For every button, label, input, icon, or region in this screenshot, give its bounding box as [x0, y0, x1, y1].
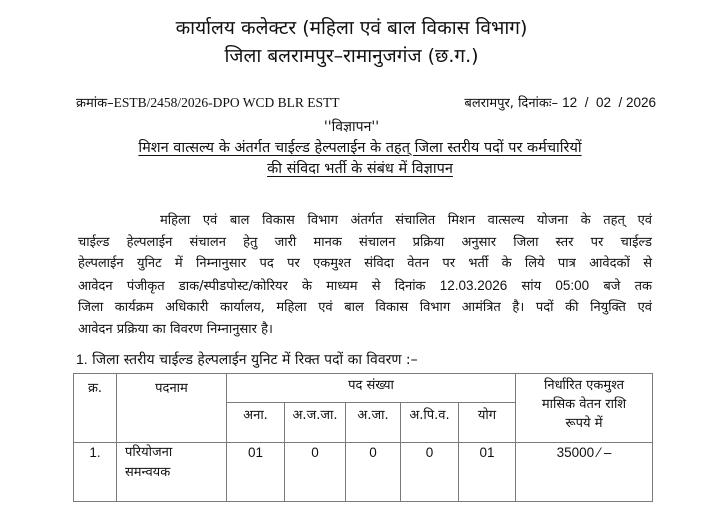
- body-line: महिला एवं बाल विकास विभाग अंतर्गत संचालित मिशन वात्सल्य योजना के तहत् एवं: [160, 213, 652, 228]
- vacancy-table: [73, 373, 653, 502]
- section-title: जिला स्तरीय चाईल्ड हेल्पलाईन युनिट में रिक्त पदों का विवरण :–: [87, 352, 418, 368]
- cell-count-obc: 0: [401, 443, 459, 502]
- designation-line: परियोजना: [125, 445, 173, 460]
- cell-count-sc: 0: [346, 443, 401, 502]
- notice-subject: [60, 138, 660, 180]
- header-category-total: योग: [459, 403, 516, 443]
- header-category-obc: अ.पि.व.: [401, 403, 459, 443]
- salary-header-line: मासिक वेतन राशि: [541, 397, 627, 412]
- subject-line1: मिशन वात्सल्य के अंतर्गत चाईल्ड हेल्पलाईन के तहत् जिला स्तरीय पदों पर कर्मचारियों: [138, 140, 582, 156]
- salary-header-line: निर्धारित एकमुश्त: [543, 378, 625, 393]
- last-date: 12.03.2026: [439, 277, 508, 293]
- body-text: सांय: [507, 278, 556, 294]
- place-date-label: बलरामपुर, दिनांकः–: [464, 96, 563, 111]
- cell-count-st: 0: [285, 443, 346, 502]
- last-time: 05:00: [555, 277, 590, 293]
- reference-date: [464, 94, 656, 113]
- table-row: [74, 443, 653, 502]
- reference-label: क्रमांक–: [76, 96, 114, 111]
- reference-number: [76, 94, 340, 113]
- cell-count-total: 01: [459, 443, 516, 502]
- reference-code: ESTB/2458/2026-DPO WCD BLR ESTT: [113, 95, 340, 110]
- body-line: चाईल्ड हेल्पलाईन संचालन हेतु जारी मानक संचालन प्रक्रिया अनुसार जिला स्तर पर चाईल्ड: [78, 234, 652, 250]
- body-line: [78, 275, 652, 298]
- office-title-line1: कार्यालय कलेक्टर (महिला एवं बाल विकास विभाग): [175, 17, 528, 39]
- subject-line2: की संविदा भर्ती के संबंध में विज्ञापन: [267, 161, 453, 177]
- cell-salary: 35000 ⁄ –: [516, 443, 653, 502]
- section-number: 1.: [76, 351, 88, 367]
- body-text: बजे तक: [589, 278, 652, 294]
- cell-serial: 1.: [74, 443, 117, 502]
- header-serial: क्र.: [74, 374, 117, 443]
- section-heading: [76, 350, 418, 369]
- header-post-count: पद संख्या: [227, 374, 516, 403]
- body-text: आवेदन पंजीकृत डाक/स्पीडपोस्ट/कोरियर के माध्यम से दिनांक: [78, 278, 440, 294]
- date-value: 12 / 02 / 2026: [562, 95, 656, 110]
- cell-designation: [117, 443, 227, 502]
- header-category-st: अ.ज.जा.: [285, 403, 346, 443]
- notice-title: ''विज्ञापन'': [323, 119, 380, 135]
- header-category-sc: अ.जा.: [346, 403, 401, 443]
- body-line: जिला कार्यक्रम अधिकारी कार्यालय, महिला एवं बाल विकास विभाग आमंत्रित है। पदों की नियुक्ति एवं: [78, 300, 652, 316]
- cell-count-unreserved: 01: [227, 443, 285, 502]
- body-line: आवेदन प्रक्रिया का विवरण निम्नानुसार है।: [78, 321, 273, 337]
- salary-header-line: रूपये में: [565, 416, 603, 431]
- header-designation: पदनाम: [117, 374, 227, 443]
- body-paragraph: [78, 210, 652, 341]
- office-title-line2: जिला बलरामपुर–रामानुजगंज (छ.ग.): [224, 45, 479, 67]
- header-category-unreserved: अना.: [227, 403, 285, 443]
- designation-line: समन्वयक: [125, 465, 171, 480]
- body-line: हेल्पलाईन युनिट में निम्नानुसार पद पर एकमुश्त संविदा वेतन पर भर्ती के लिये पात्र आवेदकों से: [78, 256, 652, 272]
- header-salary: [516, 374, 653, 443]
